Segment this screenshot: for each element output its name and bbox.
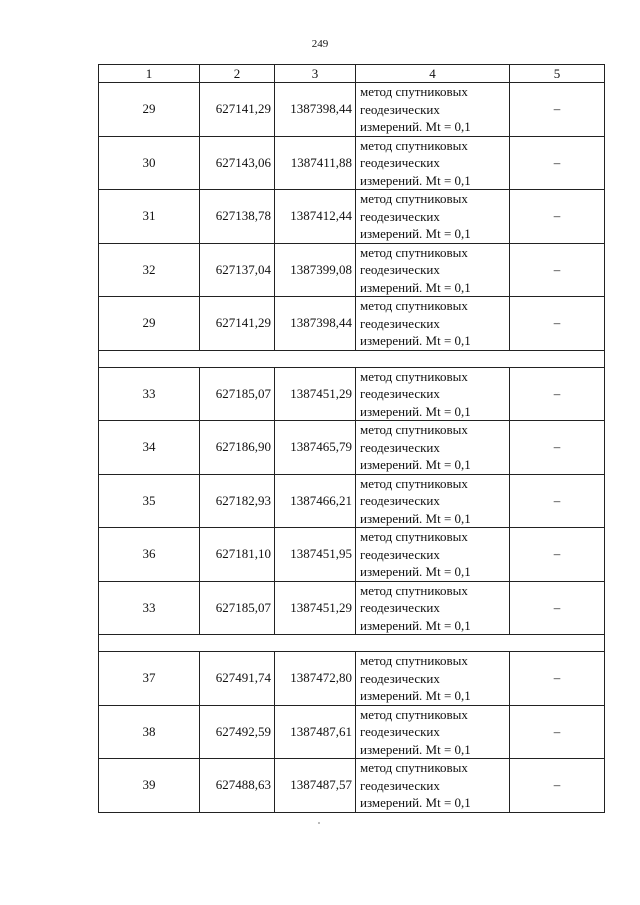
method-line: метод спутниковых: [360, 706, 468, 722]
coordinate-x-cell: 627182,93: [200, 474, 275, 528]
coordinate-x-cell: 627491,74: [200, 652, 275, 706]
method-line: измерений. Mt = 0,1: [360, 403, 471, 419]
method-line: геодезических: [360, 724, 440, 739]
coordinate-y-cell: 1387465,79: [275, 421, 356, 475]
scan-speck: [318, 822, 320, 824]
group-separator-row: [99, 350, 605, 367]
method-line: измерений. Mt = 0,1: [360, 741, 471, 757]
group-separator-row: [99, 635, 605, 652]
coordinate-x-cell: 627186,90: [200, 421, 275, 475]
table-row: [99, 421, 605, 475]
point-number-cell: 33: [99, 367, 200, 421]
point-number-cell: 35: [99, 474, 200, 528]
column-header-5: 5: [510, 65, 605, 83]
table-row: [99, 652, 605, 706]
coordinate-y-cell: 1387451,95: [275, 528, 356, 582]
method-line: измерений. Mt = 0,1: [360, 688, 471, 703]
point-number-cell: 31: [99, 190, 200, 244]
point-number-cell: 34: [99, 421, 200, 475]
table-row: [99, 297, 605, 351]
point-number-cell: 29: [99, 83, 200, 137]
note-cell: –: [510, 421, 605, 475]
column-header-3: 3: [275, 65, 356, 83]
point-number-cell: 38: [99, 705, 200, 759]
method-cell: [356, 705, 510, 759]
note-cell: –: [510, 297, 605, 351]
coordinate-x-cell: 627141,29: [200, 297, 275, 351]
method-line: измерений. Mt = 0,1: [360, 172, 471, 188]
note-cell: –: [510, 705, 605, 759]
method-line: геодезических: [360, 315, 440, 331]
method-line: геодезических: [360, 208, 440, 224]
method-line: метод спутниковых: [360, 191, 468, 206]
coordinate-y-cell: 1387398,44: [275, 297, 356, 351]
note-cell: –: [510, 136, 605, 190]
method-cell: [356, 759, 510, 813]
table-row: [99, 528, 605, 582]
point-number-cell: 30: [99, 136, 200, 190]
point-number-cell: 37: [99, 652, 200, 706]
method-line: геодезических: [360, 262, 440, 277]
method-cell: [356, 528, 510, 582]
coordinate-y-cell: 1387412,44: [275, 190, 356, 244]
method-line: геодезических: [360, 101, 440, 117]
table-row: [99, 190, 605, 244]
method-line: измерений. Mt = 0,1: [360, 795, 471, 810]
note-cell: –: [510, 367, 605, 421]
method-line: метод спутниковых: [360, 368, 468, 384]
point-number-cell: 32: [99, 243, 200, 297]
table-row: [99, 243, 605, 297]
table-header: [99, 65, 605, 83]
group-separator-cell: [99, 350, 605, 367]
note-cell: –: [510, 759, 605, 813]
method-line: метод спутниковых: [360, 84, 468, 99]
method-line: геодезических: [360, 439, 440, 455]
note-cell: –: [510, 652, 605, 706]
note-cell: –: [510, 528, 605, 582]
method-line: метод спутниковых: [360, 422, 468, 437]
coordinate-x-cell: 627492,59: [200, 705, 275, 759]
method-line: геодезических: [360, 670, 440, 686]
table-row: [99, 705, 605, 759]
method-line: измерений. Mt = 0,1: [360, 226, 471, 241]
method-line: геодезических: [360, 546, 440, 562]
coordinate-x-cell: 627143,06: [200, 136, 275, 190]
method-cell: [356, 190, 510, 244]
note-cell: –: [510, 581, 605, 635]
method-cell: [356, 474, 510, 528]
method-line: метод спутниковых: [360, 244, 468, 260]
coordinate-x-cell: 627488,63: [200, 759, 275, 813]
method-line: геодезических: [360, 155, 440, 170]
coordinate-y-cell: 1387451,29: [275, 581, 356, 635]
method-line: измерений. Mt = 0,1: [360, 510, 471, 526]
header-row: [99, 65, 605, 83]
method-cell: [356, 297, 510, 351]
coordinate-y-cell: 1387487,61: [275, 705, 356, 759]
method-cell: [356, 367, 510, 421]
note-cell: –: [510, 190, 605, 244]
coordinate-x-cell: 627181,10: [200, 528, 275, 582]
table-body: [99, 83, 605, 813]
point-number-cell: 36: [99, 528, 200, 582]
method-line: метод спутниковых: [360, 760, 468, 775]
coordinate-y-cell: 1387487,57: [275, 759, 356, 813]
coordinate-y-cell: 1387411,88: [275, 136, 356, 190]
coordinate-x-cell: 627137,04: [200, 243, 275, 297]
method-line: измерений. Mt = 0,1: [360, 457, 471, 472]
coordinate-y-cell: 1387451,29: [275, 367, 356, 421]
method-line: метод спутниковых: [360, 582, 468, 598]
method-cell: [356, 243, 510, 297]
table-row: [99, 367, 605, 421]
table-row: [99, 83, 605, 137]
note-cell: –: [510, 243, 605, 297]
table-row: [99, 474, 605, 528]
table-row: [99, 759, 605, 813]
method-cell: [356, 421, 510, 475]
method-cell: [356, 581, 510, 635]
method-line: измерений. Mt = 0,1: [360, 564, 471, 579]
method-cell: [356, 136, 510, 190]
method-line: метод спутниковых: [360, 137, 468, 153]
group-separator-cell: [99, 635, 605, 652]
coordinate-y-cell: 1387398,44: [275, 83, 356, 137]
method-cell: [356, 83, 510, 137]
note-cell: –: [510, 83, 605, 137]
table-row: [99, 581, 605, 635]
point-number-cell: 33: [99, 581, 200, 635]
coordinate-x-cell: 627141,29: [200, 83, 275, 137]
coordinates-table: [98, 64, 605, 813]
page-number: 249: [311, 38, 329, 50]
table-row: [99, 136, 605, 190]
method-line: геодезических: [360, 777, 440, 793]
method-line: геодезических: [360, 493, 440, 508]
method-line: измерений. Mt = 0,1: [360, 333, 471, 348]
method-line: метод спутниковых: [360, 529, 468, 544]
method-line: геодезических: [360, 600, 440, 615]
method-line: геодезических: [360, 386, 440, 401]
method-line: метод спутниковых: [360, 298, 468, 313]
coordinate-y-cell: 1387472,80: [275, 652, 356, 706]
method-line: измерений. Mt = 0,1: [360, 119, 471, 134]
coordinate-y-cell: 1387399,08: [275, 243, 356, 297]
method-line: метод спутниковых: [360, 475, 468, 491]
column-header-1: 1: [99, 65, 200, 83]
column-header-4: 4: [356, 65, 510, 83]
coordinate-x-cell: 627185,07: [200, 367, 275, 421]
coordinate-x-cell: 627185,07: [200, 581, 275, 635]
coordinate-y-cell: 1387466,21: [275, 474, 356, 528]
column-header-2: 2: [200, 65, 275, 83]
method-cell: [356, 652, 510, 706]
coordinate-x-cell: 627138,78: [200, 190, 275, 244]
point-number-cell: 39: [99, 759, 200, 813]
method-line: измерений. Mt = 0,1: [360, 279, 471, 295]
method-line: измерений. Mt = 0,1: [360, 617, 471, 633]
note-cell: –: [510, 474, 605, 528]
point-number-cell: 29: [99, 297, 200, 351]
method-line: метод спутниковых: [360, 653, 468, 668]
